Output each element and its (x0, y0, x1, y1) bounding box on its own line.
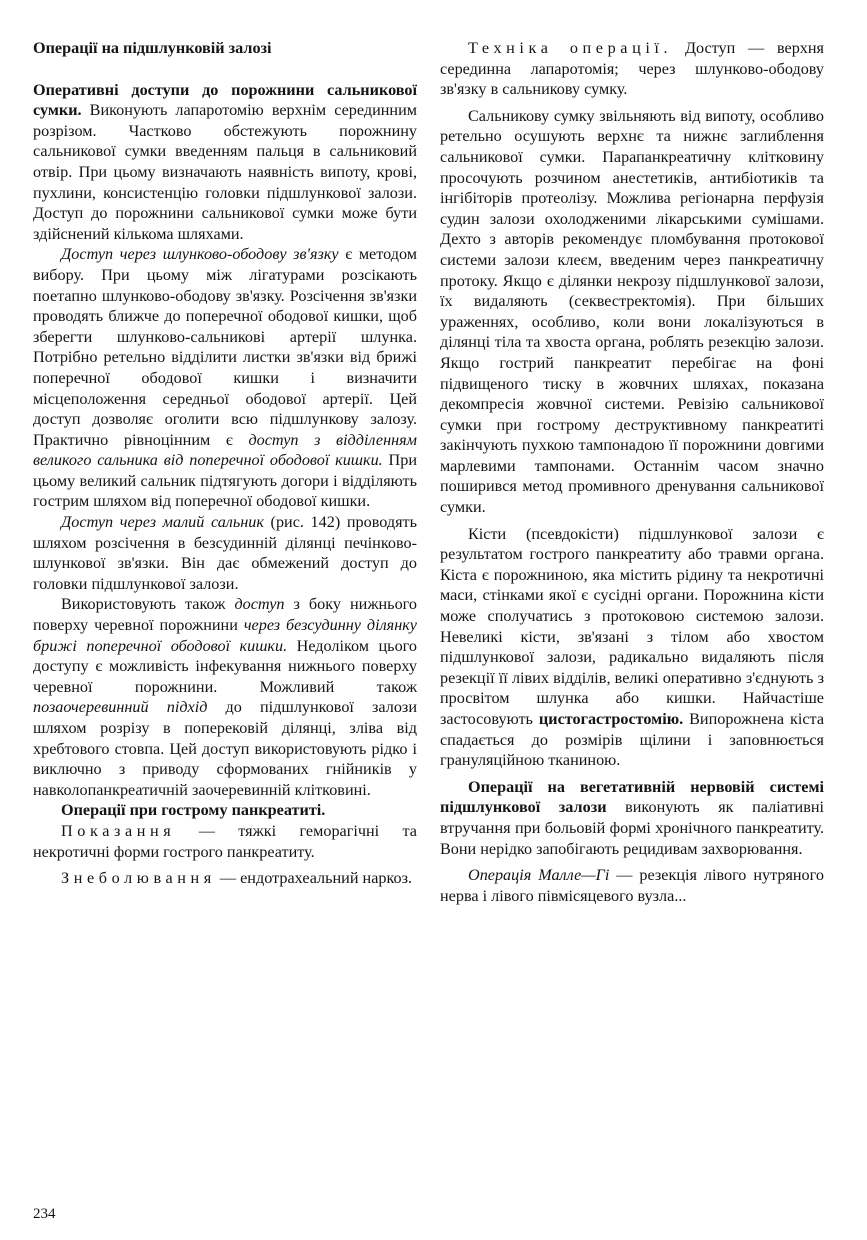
subsection-acute-pancreatitis: Операції при гострому панкреатиті. (61, 801, 326, 820)
paragraph-lower-access: Використовують також доступ з боку нижнього поверху черевної порожнини через безсудинну ділянку брижі поперечної ободової кишки. Недоліком цього доступу є можливість інфекування нижнього поверху черевної порожнини. Можливий також позаочеревинний підхід до підшлункової залози шляхом розрізу в поперековій ділянці, зліва від хребтового стовпа. Цей доступ використовують рідко і виключно з приводу сформованих гнійників у навколопанкреатичній заочеревинній клітковині. (33, 595, 417, 799)
paragraph-autonomic-nerves: Операції на вегетативній нервовій системі підшлункової залози виконують як паліативні втручання при больовій формі хронічного панкреатиту. Вони нерідко запобігають рецидивам захворювання. (440, 777, 824, 858)
paragraph-lesser-omentum-access: Доступ через малий сальник (рис. 142) проводять шляхом розсічення в безсудинній ділянці печінково-шлункової зв'язки. Він дає обмежений доступ до головки підшлункової залози. (33, 513, 417, 593)
paragraph-gastrocolic-access: Доступ через шлунково-ободову зв'язку є методом вибору. При цьому між лігатурами розсікають поетапно шлунково-ободову зв'язку. Розсічення зв'язки проводять ближче до поперечної ободової кишки, щоб зберегти шлунково-сальникові артерії шлунка. Потрібно ретельно відділити листки зв'язки від брижі поперечної ободової кишки і визначити місцеположення середньої ободової артерії. Цей доступ дозволяє оголити всю підшлункову залозу. Практично рівноцінним є доступ з відділенням великого сальника від поперечної ободової кишки. При цьому великий сальник підтягують догори і відділяють гострим шляхом від поперечної ободової кишки. (33, 245, 417, 511)
paragraph-anesthesia: Знеболювання — ендотрахеальний наркоз. (61, 869, 413, 888)
paragraph-heading: Оперативні доступи до порожнини сальникової сумки. (33, 80, 417, 120)
paragraph-technique: Техніка операції. Доступ — верхня серединна лапаротомія; через шлунково-ободову зв'язку в сальникову сумку. (440, 39, 824, 99)
right-column (440, 38, 824, 906)
paragraph-indications: Показання — тяжкі геморагічні та некротичні форми гострого панкреатиту. (33, 821, 417, 861)
section-title: Операції на підшлунковій залозі (33, 39, 272, 57)
paragraph-omental-bursa: Сальникову сумку звільняють від випоту, особливо ретельно осушують верхнє та нижнє заглиблення сальникової сумки. Парапанкреатичну клітковину просочують розчином анестетиків, антибіотиків та інгібіторів протеолізу. Можлива регіонарна перфузія судин залози охолодженими лікарськими сумішами. Дехто з авторів рекомендує пломбування протокової системи залози клеєм, введеним через панкреатичну протоку. Якщо є ділянки некрозу підшлункової залози, їх видаляють (секвестректомія). При більших ураженнях, особливо, коли вони локалізуються в ділянці тіла та хвоста органа, роблять резекцію залози. Якщо гострий панкреатит перебігає на фоні підвищеного тиску в жовчних шляхах, показана декомпресія жовчної системи. Ревізію сальникової сумки при гострому деструктивному панкреатиті закінчують пухкою тампонадою її порожнини довгими марлевими тампонами. Останнім часом значно поширився метод промивного дренування сальникової сумки. (440, 106, 824, 517)
page-number: 234 (33, 1206, 56, 1222)
paragraph-cysts: Кісти (псевдокісти) підшлункової залози є результатом гострого панкреатиту або травми органа. Кіста є порожниною, яка містить рідину та некротичні маси, стінками якої є сусідні органи. Порожнина кісти може сполучатись з протоковою системою залози. Невеликі кісти, зв'язані з тілом або хвостом підшлункової залози, радикально видаляють після резекції її лівих відділів, великі оперативно з'єднують з просвітом шлунка або кишки. Найчастіше застосовують цистогастростомію. Випорожнена кіста спадається до розмірів щілини і заповнюється грануляційною тканиною. (440, 524, 824, 770)
left-column (33, 38, 417, 889)
paragraph-malle-gi: Операція Малле—Гі — резекція лівого нутряного нерва і лівого півмісяцевого вузла... (440, 866, 824, 905)
paragraph-operative-access: Оперативні доступи до порожнини сальникової сумки. Виконують лапаротомію верхнім серединним розрізом. Частково обстежують порожнину сальникової сумки введенням пальця в сальниковий отвір. При цьому визначають наявність випоту, крові, пухлини, консистенцію головки підшлункової залози. Доступ до порожнини сальникової сумки може бути здійснений кількома шляхами. (33, 80, 417, 243)
